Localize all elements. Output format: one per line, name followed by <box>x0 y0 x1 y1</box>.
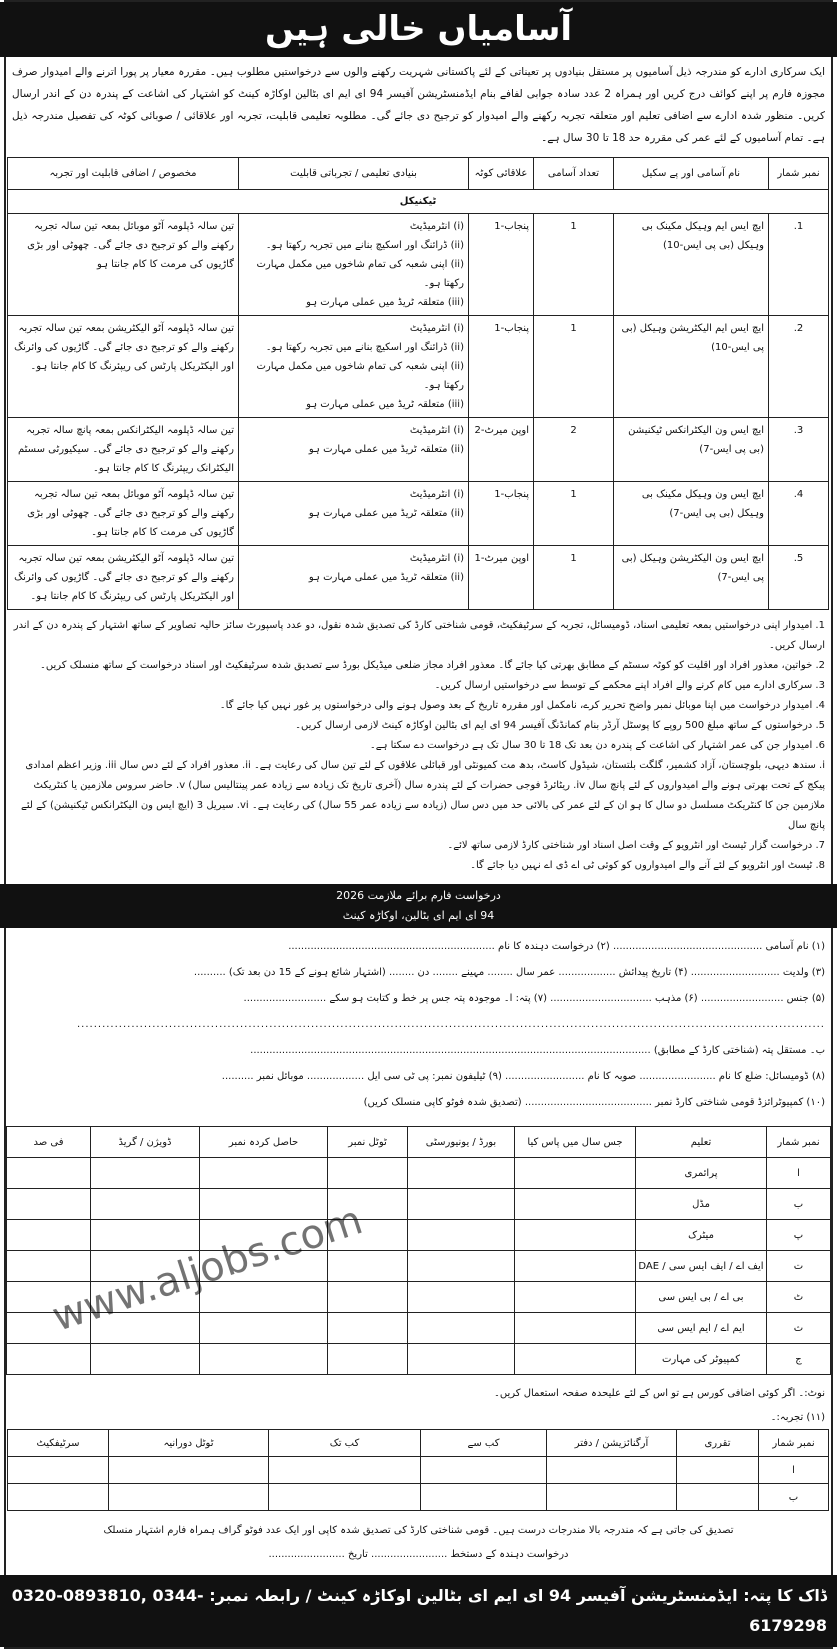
table-cell[interactable] <box>408 1189 515 1220</box>
table-cell: مڈل <box>636 1189 767 1220</box>
table-cell[interactable] <box>515 1220 636 1251</box>
table-cell[interactable] <box>200 1220 328 1251</box>
table-row <box>7 1189 831 1220</box>
form-field-line: ................................................................................................................................................................................... <box>77 1019 825 1030</box>
jobs-table <box>7 157 829 610</box>
column-header: نمبر شمار <box>767 1127 831 1158</box>
table-cell[interactable] <box>421 1484 547 1511</box>
note-item: 7. درخواست گزار ٹیسٹ اور انٹرویو کے وقت اصل اسناد اور شناختی کارڈ لازمی ساتھ لائے۔ <box>447 840 825 851</box>
table-cell[interactable] <box>328 1282 408 1313</box>
table-cell[interactable] <box>91 1189 200 1220</box>
column-header: کب سے <box>421 1430 547 1457</box>
table-cell: پرائمری <box>636 1158 767 1189</box>
table-cell: پنجاب-1 <box>469 316 534 418</box>
table-cell: 4. <box>769 482 829 546</box>
table-cell: ایف اے / ایف ایس سی / DAE <box>636 1251 767 1282</box>
table-cell[interactable] <box>328 1251 408 1282</box>
table-cell[interactable] <box>109 1484 269 1511</box>
page-border <box>4 0 833 1649</box>
experience-label: (۱۱) تجربہ:۔ <box>770 1412 825 1423</box>
education-table <box>6 1126 831 1375</box>
table-cell[interactable] <box>515 1251 636 1282</box>
table-cell[interactable] <box>91 1344 200 1375</box>
table-row <box>8 482 829 546</box>
application-form-fields <box>6 928 831 1122</box>
table-cell: (i) انٹرمیڈیٹ (ii) متعلقہ ٹریڈ میں عملی مہارت ہو <box>239 546 469 610</box>
column-header: تعداد آسامی <box>534 158 614 190</box>
table-cell[interactable] <box>7 1344 91 1375</box>
column-header: نمبر شمار <box>759 1430 829 1457</box>
table-cell[interactable] <box>328 1220 408 1251</box>
table-cell[interactable] <box>269 1457 421 1484</box>
table-cell: 1 <box>534 316 614 418</box>
form-header <box>0 884 837 928</box>
table-cell: 1. <box>769 214 829 316</box>
table-cell: تین سالہ ڈپلومہ آٹو الیکٹریشن بمعہ تین سالہ تجربہ رکھنے والے کو ترجیح دی جائے گی۔ گاڑیوں کی وائرنگ اور الیکٹریکل پارٹس کی ریپئرنگ کا کام جانتا ہو۔ <box>8 316 239 418</box>
table-row <box>7 1344 831 1375</box>
table-cell: ٹ <box>767 1282 831 1313</box>
table-row <box>8 1457 829 1484</box>
table-cell: ج <box>767 1344 831 1375</box>
column-header: فی صد <box>7 1127 91 1158</box>
column-header: ٹوٹل نمبر <box>328 1127 408 1158</box>
table-cell: اوپن میرٹ-2 <box>469 418 534 482</box>
table-cell: ت <box>767 1251 831 1282</box>
table-cell: 5. <box>769 546 829 610</box>
table-cell: تین سالہ ڈپلومہ آٹو الیکٹریشن بمعہ تین سالہ تجربہ رکھنے والے کو ترجیح دی جائے گی۔ گاڑیوں کی وائرنگ اور الیکٹریکل پارٹس کی ریپئرنگ کا کام جانتا ہو۔ <box>8 546 239 610</box>
table-cell: ایچ ایس ایم وہیکل مکینک بی وہیکل (بی پی ایس-10) <box>614 214 769 316</box>
table-cell: ایچ ایس ایم الیکٹریشن وہیکل (بی پی ایس-10) <box>614 316 769 418</box>
table-cell[interactable] <box>408 1158 515 1189</box>
table-cell[interactable] <box>91 1282 200 1313</box>
form-field-line: (۳) ولدیت ............................ (۴) تاریخ پیدائش .................. عمر سال ........ مہینے ........ دن ........ (اشتہار شائع ہونے کے 15 دن بعد تک) .......... <box>193 967 825 978</box>
column-header: ڈویژن / گریڈ <box>91 1127 200 1158</box>
table-cell: (i) انٹرمیڈیٹ (ii) متعلقہ ٹریڈ میں عملی مہارت ہو <box>239 482 469 546</box>
column-header: تعلیم <box>636 1127 767 1158</box>
table-cell[interactable] <box>7 1313 91 1344</box>
table-cell[interactable] <box>200 1344 328 1375</box>
table-cell: کمپیوٹر کی مہارت <box>636 1344 767 1375</box>
table-cell[interactable] <box>200 1313 328 1344</box>
table-row <box>7 1313 831 1344</box>
table-cell[interactable] <box>7 1251 91 1282</box>
footer-address <box>0 1575 837 1647</box>
experience-table-header <box>8 1430 829 1457</box>
table-cell[interactable] <box>515 1189 636 1220</box>
table-cell[interactable] <box>677 1457 759 1484</box>
postal-address: ڈاک کا پتہ: ایڈمنسٹریشن آفیسر 94 ای ایم ای بٹالین اوکاڑہ کینٹ / رابطہ نمبر: <box>209 1586 827 1605</box>
table-cell: بی اے / بی ایس سی <box>636 1282 767 1313</box>
table-cell[interactable] <box>408 1251 515 1282</box>
table-cell: پ <box>767 1220 831 1251</box>
table-cell: پنجاب-1 <box>469 482 534 546</box>
table-cell[interactable] <box>7 1220 91 1251</box>
form-subtitle: 94 ای ایم ای بٹالین، اوکاڑہ کینٹ <box>342 909 495 922</box>
form-field-line: ب۔ مستقل پتہ (شناختی کارڈ کے مطابق) .............................................................................................................................. <box>250 1045 825 1056</box>
table-cell[interactable] <box>328 1158 408 1189</box>
column-header: نمبر شمار <box>769 158 829 190</box>
table-cell[interactable] <box>328 1344 408 1375</box>
note-item: 3. سرکاری ادارے میں کام کرنے والے افراد اپنے محکمے کے توسط سے درخواستیں ارسال کریں۔ <box>434 680 825 691</box>
column-header: بورڈ / یونیورسٹی <box>408 1127 515 1158</box>
table-row <box>7 1220 831 1251</box>
table-cell: ایم اے / ایم ایس سی <box>636 1313 767 1344</box>
column-header: علاقائی کوٹہ <box>469 158 534 190</box>
table-cell: (i) انٹرمیڈیٹ (ii) ڈرائنگ اور اسکیچ بنانے میں تجربہ رکھتا ہو۔ (ii) اپنی شعبہ کی تمام شاخوں میں مکمل مہارت رکھتا ہو۔ (iii) متعلقہ ٹریڈ میں عملی مہارت ہو <box>239 316 469 418</box>
column-header: نام آسامی اور پے سکیل <box>614 158 769 190</box>
column-header: جس سال میں پاس کیا <box>515 1127 636 1158</box>
table-cell[interactable] <box>7 1158 91 1189</box>
table-cell[interactable] <box>91 1251 200 1282</box>
table-row <box>7 1158 831 1189</box>
table-cell[interactable] <box>421 1457 547 1484</box>
table-cell[interactable] <box>91 1220 200 1251</box>
table-cell[interactable] <box>515 1158 636 1189</box>
table-cell[interactable] <box>328 1189 408 1220</box>
table-cell[interactable] <box>200 1282 328 1313</box>
column-header: تقرری <box>677 1430 759 1457</box>
table-row <box>8 316 829 418</box>
column-header: آرگنائزیشن / دفتر <box>547 1430 677 1457</box>
table-row <box>7 1282 831 1313</box>
table-cell: تین سالہ ڈپلومہ الیکٹرانکس بمعہ پانچ سالہ تجربہ رکھنے والے کو ترجیح دی جائے گی۔ سیکیورٹی سسٹم الیکٹرانک ریپئرنگ کا کام جانتا ہو۔ <box>8 418 239 482</box>
column-header: کب تک <box>269 1430 421 1457</box>
table-row <box>8 418 829 482</box>
table-cell: ایچ ایس ون وہیکل مکینک بی وہیکل (بی پی ایس-7) <box>614 482 769 546</box>
education-table-header <box>7 1127 831 1158</box>
form-title: درخواست فارم برائے ملازمت 2026 <box>336 889 501 902</box>
notes-list <box>6 610 831 884</box>
table-cell[interactable] <box>8 1484 109 1511</box>
jobs-table-header <box>8 158 829 190</box>
table-cell[interactable] <box>547 1484 677 1511</box>
column-header: حاصل کردہ نمبر <box>200 1127 328 1158</box>
table-cell[interactable] <box>91 1158 200 1189</box>
note-item: 8. ٹیسٹ اور انٹرویو کے لئے آنے والے امیدواروں کو کوئی ٹی اے ڈی اے نہیں دیا جائے گا۔ <box>470 860 825 871</box>
note-item: 5. درخواستوں کے ساتھ مبلغ 500 روپے کا پوسٹل آرڈر بنام کمانڈنگ آفیسر 94 ای ایم ای بٹالین اوکاڑہ کینٹ لازمی ارسال کریں۔ <box>295 720 825 731</box>
column-header: ٹوٹل دورانیہ <box>109 1430 269 1457</box>
section-technical: ٹیکنیکل <box>8 190 829 214</box>
table-cell: 3. <box>769 418 829 482</box>
certification <box>6 1511 831 1575</box>
column-header: مخصوص / اضافی قابلیت اور تجربہ <box>8 158 239 190</box>
table-cell[interactable] <box>200 1251 328 1282</box>
table-cell: 2 <box>534 418 614 482</box>
table-row <box>8 1484 829 1511</box>
table-cell: ب <box>767 1189 831 1220</box>
table-cell: ا <box>767 1158 831 1189</box>
table-cell: اوپن میرٹ-1 <box>469 546 534 610</box>
table-cell: ث <box>767 1313 831 1344</box>
note-item: i. سندھ دیہی، بلوچستان، آزاد کشمیر، گلگت بلتستان، شیڈول کاسٹ، بدھ مت کمیونٹی اور قبائلی علاقوں کے لئے تین سال کی رعایت ہے۔ ii. معذور افراد کے لئے دس سال iii. وزیر اعظم امدادی پیکج کے تحت بھرتی ہونے والے امیدواروں کے لئے پانچ سال iv. ریٹائرڈ فوجی حضرات کے لئے پندرہ سال (آخری تاریخ تک زیادہ سے زیادہ عمر پینتالیس سال) v. حاضر سروس ملازمین یا کنٹریکٹ ملازمین جن کا کنٹریکٹ مسلسل دو سال کا ہو ان کے لئے عمر کی بالائی حد میں دس سال (زیادہ سے زیادہ عمر 55 سال) کی رعایت ہے۔ vi. سیریل 3 (ایچ ایس ون الیکٹرانکس ٹیکنیشن) کے لئے پانچ سال <box>21 760 825 831</box>
section-row <box>8 190 829 214</box>
table-cell[interactable] <box>515 1313 636 1344</box>
table-cell[interactable] <box>677 1484 759 1511</box>
intro-paragraph: ایک سرکاری ادارے کو مندرجہ ذیل آسامیوں پر مستقل بنیادوں پر تعیناتی کے لئے پاکستانی شہریت رکھنے والوں سے درخواستیں مطلوب ہیں۔ مقررہ معیار پر پورا اترنے والے امیدوار صرف مجوزہ فارم پر اپنے کوائف درج کریں اور ہمراہ 2 عدد سادہ جوابی لفافے بنام ایڈمنسٹریشن آفیسر 94 ای ایم ای بٹالین اوکاڑہ کینٹ کو اشتہار کی اشاعت کے پندرہ دن کے اندر ارسال کریں۔ منظور شدہ ادارے سے اضافی تعلیم اور متعلقہ تجربہ رکھنے والے امیدوار کو ترجیح دی جائے گی۔ مطلوبہ تعلیمی قابلیت، تجربہ اور علاقائی / صوبائی کوٹہ کی تفصیل مندرجہ ذیل ہے۔ تمام آسامیوں کے لئے عمر کی مقررہ حد 18 تا 30 سال ہے۔ <box>12 66 825 144</box>
table-cell: ایچ ایس ون الیکٹریشن وہیکل (بی پی ایس-7) <box>614 546 769 610</box>
experience-table <box>7 1429 829 1511</box>
note-item: 4. امیدوار درخواست میں اپنا موبائل نمبر واضح تحریر کرے، نامکمل اور مقررہ تاریخ کے بعد وصول ہونے والی درخواستوں پر غور نہیں کیا جائے گا۔ <box>219 700 825 711</box>
table-cell[interactable] <box>200 1158 328 1189</box>
table-cell: ا <box>759 1457 829 1484</box>
table-cell[interactable] <box>8 1457 109 1484</box>
table-row <box>8 546 829 610</box>
form-field-line: (۱۰) کمپیوٹرائزڈ قومی شناختی کارڈ نمبر ........................................ (تصدیق شدہ فوٹو کاپی منسلک کریں) <box>363 1097 825 1108</box>
table-cell[interactable] <box>91 1313 200 1344</box>
table-cell: ایچ ایس ون الیکٹرانکس ٹیکنیشن (بی پی ایس-7) <box>614 418 769 482</box>
table-cell: ب <box>759 1484 829 1511</box>
table-cell[interactable] <box>515 1344 636 1375</box>
page-title: آسامیاں خالی ہیں <box>0 2 837 57</box>
table-cell: 1 <box>534 546 614 610</box>
table-cell[interactable] <box>547 1457 677 1484</box>
note-item: 6. امیدوار جن کی عمر اشتہار کی اشاعت کے پندرہ دن بعد تک 18 تا 30 سال تک ہے درخواست دے سکتا ہے۔ <box>369 740 825 751</box>
table-row <box>7 1251 831 1282</box>
note-item: 1. امیدوار اپنی درخواستیں بمعہ تعلیمی اسناد، ڈومیسائل، تجربہ کے سرٹیفکیٹ، قومی شناختی کارڈ کی تصدیق شدہ نقول، دو عدد پاسپورٹ سائز حالیہ تصاویر کے ساتھ اشتہار کے پندرہ دن کے اندر ارسال کریں۔ <box>13 620 825 651</box>
table-cell: تین سالہ ڈپلومہ آٹو موبائل بمعہ تین سالہ تجربہ رکھنے والے کو ترجیح دی جائے گی۔ چھوٹی اور بڑی گاڑیوں کی مرمت کا کام جانتا ہو <box>8 214 239 316</box>
table-cell: میٹرک <box>636 1220 767 1251</box>
table-cell[interactable] <box>269 1484 421 1511</box>
table-cell: 2. <box>769 316 829 418</box>
table-cell[interactable] <box>408 1313 515 1344</box>
table-cell[interactable] <box>109 1457 269 1484</box>
table-cell: 1 <box>534 482 614 546</box>
column-header: سرٹیفکیٹ <box>8 1430 109 1457</box>
table-cell[interactable] <box>200 1189 328 1220</box>
additional-course-note: نوٹ:۔ اگر کوئی اضافی کورس ہے تو اس کے لئے علیحدہ صفحہ استعمال کریں۔ <box>494 1388 825 1399</box>
table-cell: 1 <box>534 214 614 316</box>
table-cell[interactable] <box>408 1220 515 1251</box>
form-field-line: (۸) ڈومیسائل: ضلع کا نام ........................ صوبہ کا نام ......................... (۹) ٹیلیفون نمبر: پی ٹی سی ایل .................. موبائل نمبر .......... <box>221 1071 825 1082</box>
table-cell[interactable] <box>328 1313 408 1344</box>
table-cell[interactable] <box>408 1282 515 1313</box>
table-cell: (i) انٹرمیڈیٹ (ii) متعلقہ ٹریڈ میں عملی مہارت ہو <box>239 418 469 482</box>
contact-phones: 0320-0893810, 0344-6179298 <box>11 1586 827 1635</box>
table-cell: پنجاب-1 <box>469 214 534 316</box>
table-cell[interactable] <box>7 1189 91 1220</box>
form-field-line: (۵) جنس .......................... (۶) مذہب ................................ (۷) پتہ: ا۔ موجودہ پتہ جس پر خط و کتابت ہو سکے .......................... <box>243 993 825 1004</box>
table-cell: (i) انٹرمیڈیٹ (ii) ڈرائنگ اور اسکیچ بنانے میں تجربہ رکھتا ہو۔ (ii) اپنی شعبہ کی تمام شاخوں میں مکمل مہارت رکھتا ہو۔ (iii) متعلقہ ٹریڈ میں عملی مہارت ہو <box>239 214 469 316</box>
table-cell[interactable] <box>7 1282 91 1313</box>
form-field-line: (۱) نام آسامی ............................................... (۲) درخواست دہندہ کا نام ................................................................. <box>288 941 825 952</box>
table-cell[interactable] <box>515 1282 636 1313</box>
table-row <box>8 214 829 316</box>
signature-line: درخواست دہندہ کے دستخط ........................ تاریخ ........................ <box>268 1549 569 1560</box>
education-section <box>6 1126 831 1375</box>
note-item: 2. خواتین، معذور افراد اور اقلیت کو کوٹہ سسٹم کے مطابق بھرتی کیا جائے گا۔ معذور افراد مجاز ضلعی میڈیکل بورڈ سے تصدیق شدہ سرٹیفکیٹ اور اسناد درخواست کے ساتھ منسلک کریں۔ <box>39 660 825 671</box>
table-cell[interactable] <box>408 1344 515 1375</box>
table-cell: تین سالہ ڈپلومہ آٹو موبائل بمعہ تین سالہ تجربہ رکھنے والے کو ترجیح دی جائے گی۔ چھوٹی اور بڑی گاڑیوں کی مرمت کا کام جانتا ہو۔ <box>8 482 239 546</box>
column-header: بنیادی تعلیمی / تجرباتی قابلیت <box>239 158 469 190</box>
watermark: www.aljobs.com <box>46 1197 368 1341</box>
certification-text: تصدیق کی جاتی ہے کہ مندرجہ بالا مندرجات درست ہیں۔ قومی شناختی کارڈ کی تصدیق شدہ کاپی اور ایک عدد فوٹو گراف ہمراہ فارم اشتہار منسلک <box>103 1525 734 1536</box>
